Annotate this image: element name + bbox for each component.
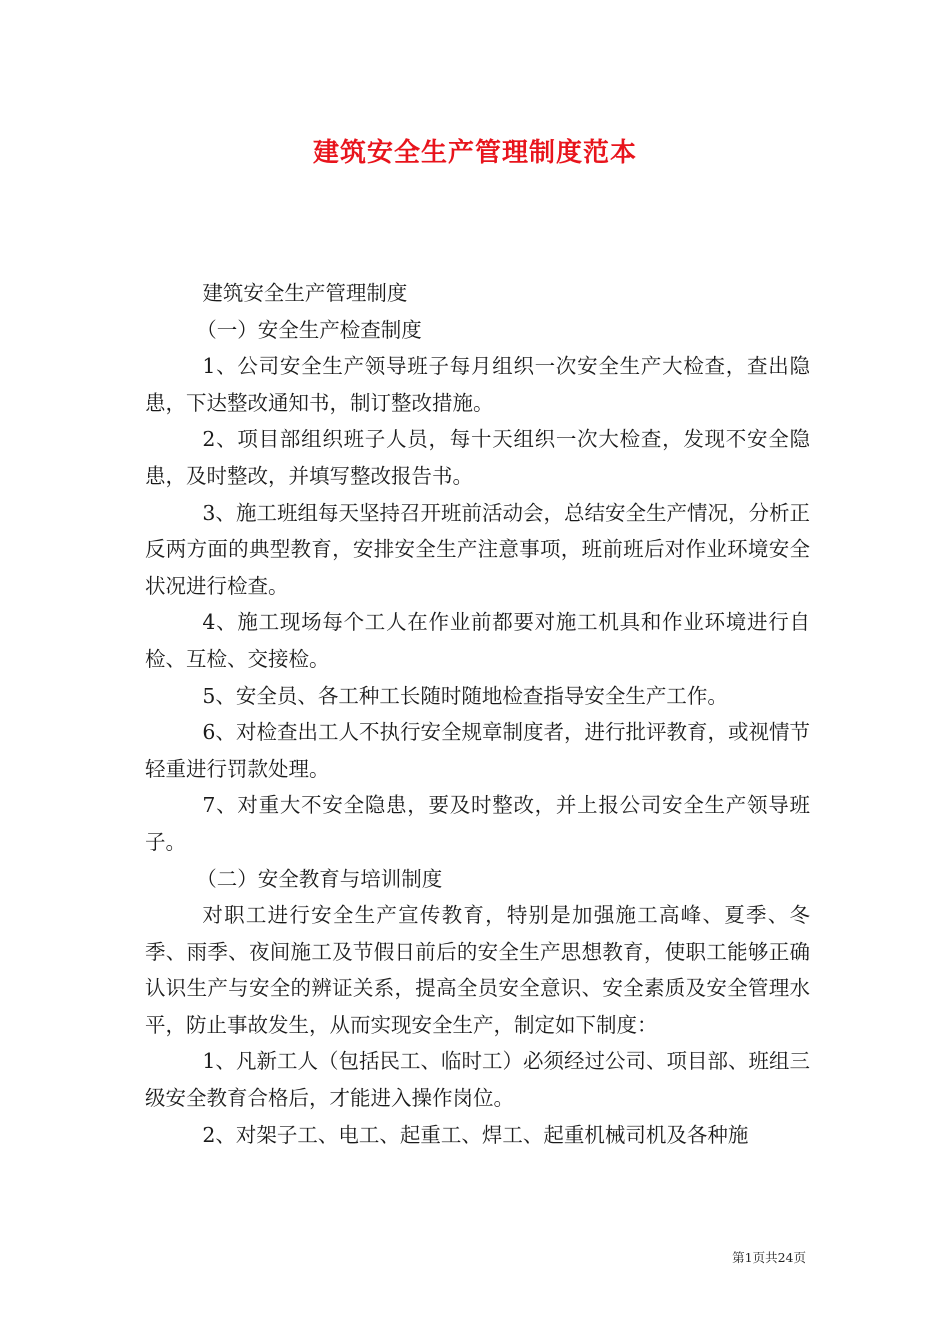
document-title: 建筑安全生产管理制度范本: [312, 138, 637, 168]
paragraph: 7、对重大不安全隐患，要及时整改，并上报公司安全生产领导班子。: [145, 793, 810, 854]
document-body: [145, 275, 810, 1153]
paragraph: 6、对检查出工人不执行安全规章制度者，进行批评教育，或视情节轻重进行罚款处理。: [145, 720, 810, 781]
paragraph: 2、项目部组织班子人员，每十天组织一次大检查，发现不安全隐患，及时整改，并填写整改报告书。: [145, 427, 810, 488]
section-heading-inspection: （一）安全生产检查制度: [196, 317, 422, 342]
paragraph: 5、安全员、各工种工长随时随地检查指导安全生产工作。: [202, 683, 728, 708]
body-heading: 建筑安全生产管理制度: [202, 281, 408, 305]
paragraph: 4、施工现场每个工人在作业前都要对施工机具和作业环境进行自检、互检、交接检。: [145, 610, 810, 671]
paragraph: 对职工进行安全生产宣传教育，特别是加强施工高峰、夏季、冬季、雨季、夜间施工及节假日前后的安全生产思想教育，使职工能够正确认识生产与安全的辨证关系，提高全员安全意识、安全素质及安全管理水平，防止事故发生，从而实现安全生产，制定如下制度：: [145, 903, 810, 1037]
paragraph: 1、公司安全生产领导班子每月组织一次安全生产大检查，查出隐患，下达整改通知书，制订整改措施。: [145, 354, 810, 415]
page-number: 第1页共24页: [732, 1250, 806, 1265]
section-heading-training: （二）安全教育与培训制度: [196, 866, 443, 891]
paragraph: 1、凡新工人（包括民工、临时工）必须经过公司、项目部、班组三级安全教育合格后，才能进入操作岗位。: [145, 1049, 810, 1111]
paragraph: 2、对架子工、电工、起重工、焊工、起重机械司机及各种施: [202, 1122, 749, 1147]
paragraph: 3、施工班组每天坚持召开班前活动会，总结安全生产情况，分析正反两方面的典型教育，安排安全生产注意事项，班前班后对作业环境安全状况进行检查。: [145, 500, 810, 598]
